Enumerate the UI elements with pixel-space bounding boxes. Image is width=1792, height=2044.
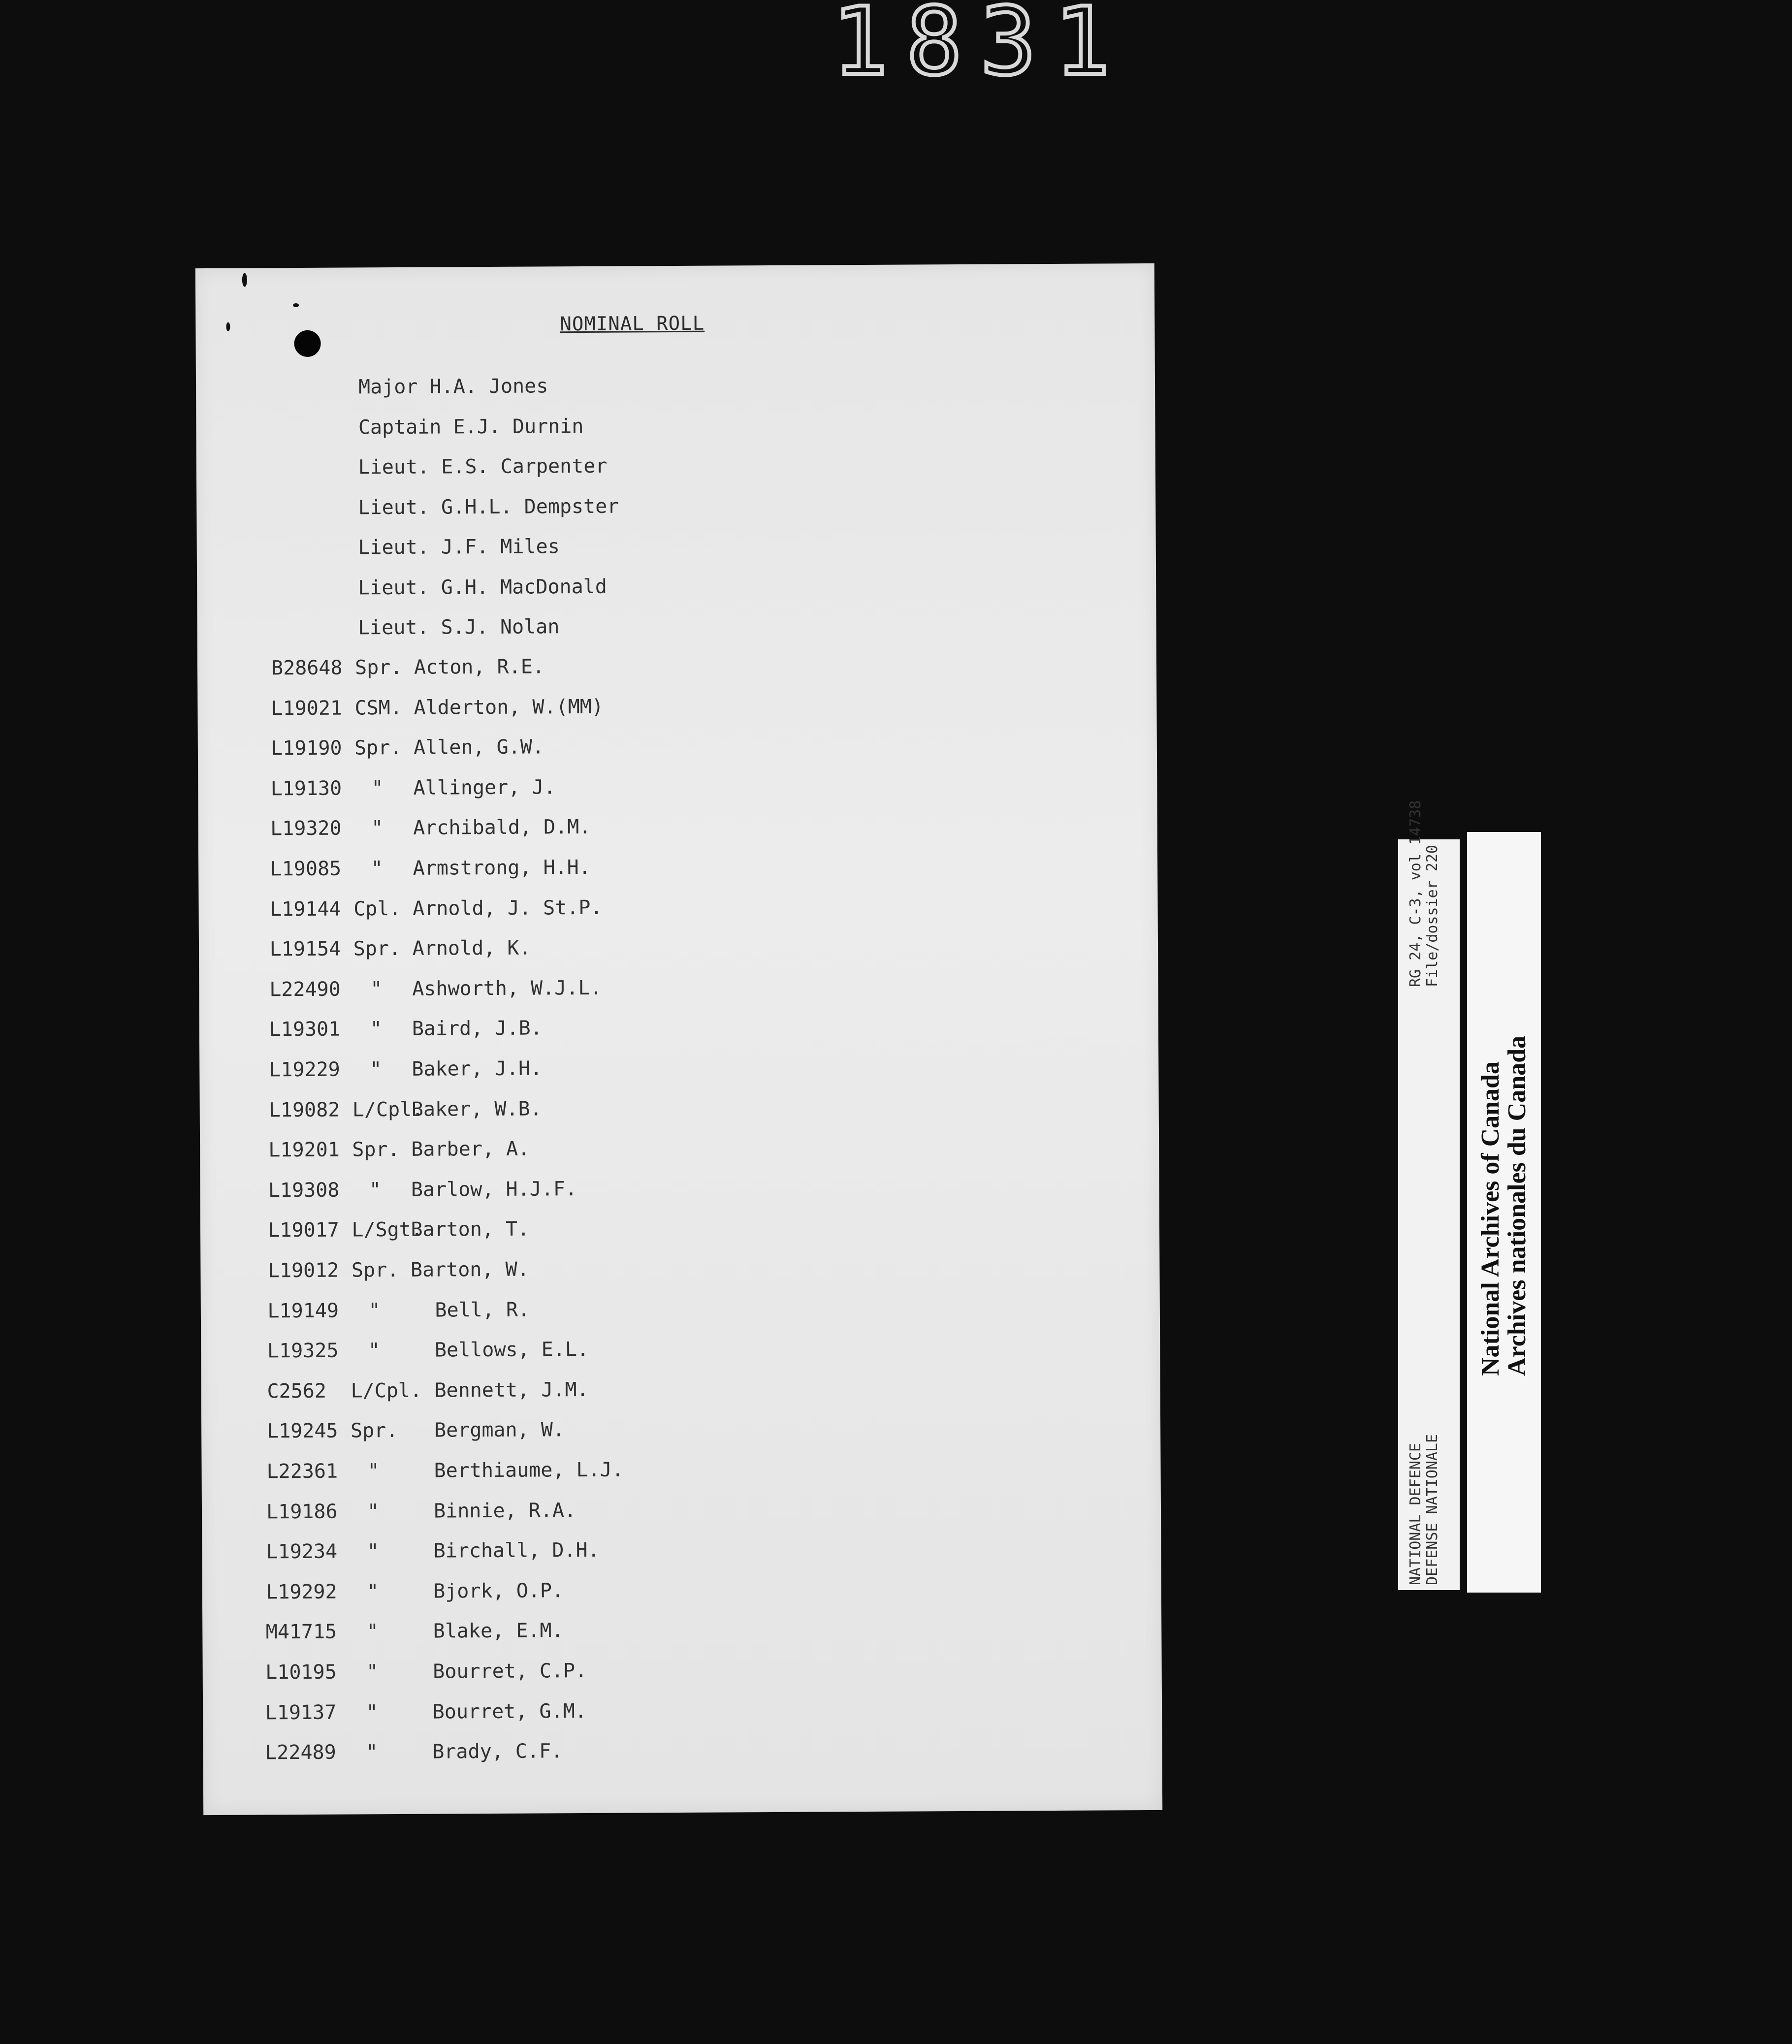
table-row: [271, 734, 960, 766]
table-row: [266, 1537, 956, 1570]
member-name: Bourret, C.P.: [433, 1659, 587, 1683]
officer-entry: Lieut. G.H. MacDonald: [358, 575, 608, 599]
page-title: NOMINAL ROLL: [560, 312, 705, 336]
member-name: Bell, R.: [435, 1298, 530, 1322]
service-number: L19017: [268, 1219, 340, 1242]
rank: ": [371, 857, 383, 880]
table-row: [270, 814, 960, 847]
officer-entry: Lieut. G.H.L. Dempster: [358, 495, 619, 519]
service-number: L19149: [267, 1299, 339, 1322]
speck: [293, 303, 299, 307]
member-name: Bergman, W.: [434, 1418, 565, 1442]
service-number: L22490: [269, 978, 341, 1001]
document-page: [195, 263, 1162, 1815]
service-number: L19308: [268, 1179, 340, 1202]
service-number: L19201: [268, 1138, 340, 1162]
rank: Spr.: [352, 1138, 400, 1161]
service-number: L19186: [266, 1500, 338, 1523]
service-number: M41715: [265, 1621, 337, 1644]
member-name: Barber, A.: [411, 1137, 530, 1161]
table-row: [268, 1256, 957, 1289]
speck: [226, 322, 230, 331]
label-archive-name: [1467, 832, 1541, 1593]
table-row: [269, 1095, 958, 1128]
table-row: [267, 1376, 956, 1409]
member-name: Arnold, K.: [412, 936, 531, 960]
frame-number: 1831: [832, 0, 1128, 96]
service-number: L19320: [270, 817, 342, 840]
table-row: [271, 694, 960, 727]
rank: L/Cpl.: [352, 1098, 424, 1121]
member-name: Arnold, J. St.P.: [413, 896, 603, 920]
punch-hole: [294, 330, 320, 357]
service-number: L22361: [266, 1460, 338, 1483]
table-row: [269, 1055, 958, 1088]
reference-line: RG 24, C-3, vol 14738: [1407, 800, 1424, 987]
member-name: Alderton, W.(MM): [414, 695, 604, 719]
table-row: [270, 854, 960, 887]
rank: ": [368, 1299, 381, 1322]
table-row: [265, 1658, 955, 1691]
reference-line: File/dossier 220: [1424, 845, 1441, 987]
rank: L/Sgt.: [352, 1218, 423, 1242]
table-row: [271, 774, 960, 807]
officer-entry: Major H.A. Jones: [358, 375, 548, 399]
table-row: [265, 1738, 954, 1771]
rank: Cpl.: [353, 897, 401, 921]
table-row: [269, 1015, 959, 1048]
member-name: Barton, W.: [410, 1258, 529, 1281]
rank: ": [367, 1540, 379, 1563]
member-name: Brady, C.F.: [432, 1740, 563, 1763]
table-row: [271, 653, 960, 686]
member-name: Baird, J.B.: [412, 1017, 543, 1041]
rank: ": [368, 1339, 381, 1362]
service-number: B28648: [271, 656, 343, 680]
service-number: L19229: [269, 1058, 340, 1082]
service-number: L10195: [265, 1661, 337, 1684]
rank: ": [367, 1500, 380, 1523]
member-name: Baker, J.H.: [412, 1057, 543, 1081]
rank: ": [366, 1700, 378, 1724]
service-number: L19012: [267, 1259, 339, 1282]
label-reference-strip: [1398, 800, 1460, 1590]
table-row: [265, 1698, 955, 1731]
rank: Spr.: [354, 656, 403, 679]
table-row: [268, 1215, 957, 1248]
rank: L/Cpl.: [351, 1379, 422, 1403]
rank: ": [367, 1580, 379, 1603]
rank: ": [367, 1460, 380, 1483]
table-row: [266, 1457, 956, 1490]
member-name: Archibald, D.M.: [413, 816, 591, 840]
table-row: [266, 1577, 955, 1610]
service-number: C2562: [267, 1379, 327, 1403]
rank: Spr.: [351, 1258, 399, 1282]
service-number: L19234: [266, 1540, 338, 1564]
service-number: L19292: [266, 1580, 337, 1604]
member-name: Ashworth, W.J.L.: [412, 976, 602, 1000]
member-name: Bjork, O.P.: [433, 1579, 564, 1603]
service-number: L19082: [268, 1098, 340, 1121]
table-row: [269, 975, 959, 1008]
service-number: L19137: [265, 1701, 337, 1725]
table-row: [270, 894, 959, 927]
member-name: Acton, R.E.: [414, 655, 545, 679]
archive-name-english: National Archives of Canada: [1476, 1061, 1504, 1376]
member-name: Bennett, J.M.: [434, 1378, 589, 1402]
service-number: L19144: [270, 897, 341, 921]
rank: ": [366, 1741, 378, 1764]
rank: ": [370, 977, 383, 1001]
archive-label: [1398, 800, 1538, 1595]
service-number: L19190: [270, 736, 342, 760]
service-number: L22489: [265, 1741, 336, 1764]
member-name: Barton, T.: [411, 1217, 530, 1242]
speck: [242, 273, 247, 287]
service-number: L19085: [270, 857, 342, 881]
table-row: [268, 1176, 958, 1209]
rank: ": [366, 1620, 379, 1643]
service-number: L19130: [270, 777, 342, 800]
service-number: L19245: [266, 1420, 338, 1443]
officer-entry: Lieut. J.F. Miles: [358, 535, 560, 559]
rank: Spr.: [354, 736, 402, 760]
officer-entry: Captain E.J. Durnin: [358, 415, 584, 439]
rank: ": [371, 817, 384, 840]
rank: ": [371, 776, 384, 800]
table-row: [267, 1336, 957, 1369]
rank: ": [370, 1058, 382, 1081]
rank: ": [369, 1178, 382, 1202]
table-row: [267, 1296, 957, 1329]
table-row: [270, 934, 959, 967]
member-name: Birchall, D.H.: [433, 1539, 600, 1563]
member-name: Armstrong, H.H.: [413, 856, 591, 880]
member-name: Allen, G.W.: [413, 735, 544, 760]
service-number: L19301: [269, 1018, 341, 1041]
table-row: [267, 1416, 956, 1449]
rank: Spr.: [350, 1419, 398, 1442]
member-name: Bellows, E.L.: [434, 1338, 589, 1362]
rank: ": [366, 1661, 379, 1684]
officer-entry: Lieut. S.J. Nolan: [357, 615, 560, 639]
archive-name-french: Archives nationales du Canada: [1503, 1035, 1531, 1376]
department-line: DEFENSE NATIONALE: [1424, 1434, 1441, 1585]
member-name: Binnie, R.A.: [433, 1499, 576, 1523]
member-name: Bourret, G.M.: [432, 1699, 587, 1724]
officer-entry: Lieut. E.S. Carpenter: [358, 454, 608, 479]
table-row: [266, 1617, 955, 1650]
department-line: NATIONAL DEFENCE: [1407, 1443, 1424, 1585]
service-number: L19021: [271, 697, 343, 720]
member-name: Blake, E.M.: [433, 1619, 564, 1643]
table-row: [268, 1135, 958, 1168]
service-number: L19325: [267, 1339, 339, 1363]
member-name: Baker, W.B.: [411, 1097, 542, 1121]
table-row: [266, 1497, 956, 1530]
member-name: Barlow, H.J.F.: [411, 1177, 577, 1201]
rank: CSM.: [354, 696, 403, 720]
rank: Spr.: [353, 937, 401, 960]
member-name: Allinger, J.: [413, 776, 556, 799]
service-number: L19154: [269, 937, 341, 961]
rank: ": [370, 1018, 382, 1041]
member-name: Berthiaume, L.J.: [434, 1458, 624, 1482]
